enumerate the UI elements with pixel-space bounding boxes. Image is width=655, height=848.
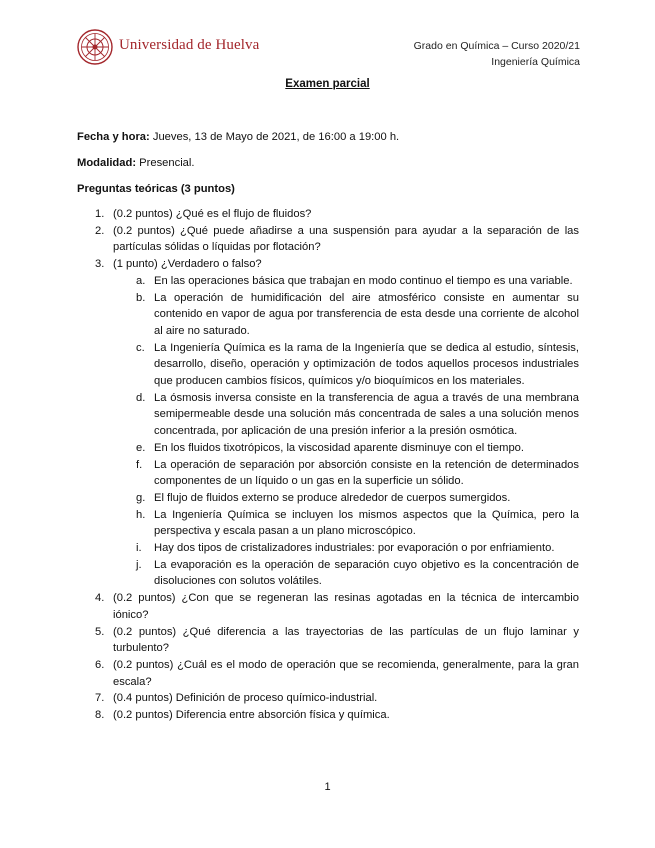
degree-line: Grado en Química – Curso 2020/21 — [413, 40, 580, 52]
subitem: a. En las operaciones básica que trabajan en modo continuo el tiempo es una variable. — [136, 274, 573, 287]
subitem: c. La Ingeniería Química es la rama de la Ingeniería que se dedica al estudio, síntesis, desarrollo, diseño, operación y optimización de todos aquellos procesos industriales que producen cambios físicos, químicos y/o bioquímicos en los materiales. — [136, 341, 579, 388]
subitem: i. Hay dos tipos de cristalizadores industriales: por evaporación o por enfriamiento. — [136, 542, 555, 555]
subitem: j. La evaporación es la operación de separación cuyo objetivo es la concentración de disoluciones con solutos volátiles. — [136, 558, 579, 588]
question-item: 1. (0.2 puntos) ¿Qué es el flujo de fluidos? — [95, 208, 312, 220]
mode-label: Modalidad: — [77, 157, 137, 169]
question-list — [77, 206, 579, 724]
subject-line: Ingeniería Química — [491, 56, 580, 68]
question-item: 8. (0.2 puntos) Diferencia entre absorción física y química. — [95, 709, 390, 722]
document-title: Examen parcial — [285, 78, 370, 90]
date-line — [77, 129, 579, 146]
subitem: f. La operación de separación por absorción consiste en la retención de determinados componentes de un líquido o un gas en la superficie un sólido. — [136, 458, 579, 488]
subitem: d. La ósmosis inversa consiste en la transferencia de agua a través de una membrana semipermeable desde una solución más concentrada de sales a una solución menos concentrada, por aplicación de una presión inferior a la presión osmótica. — [136, 391, 579, 438]
question-item: 4. (0.2 puntos) ¿Con que se regeneran las resinas agotadas en la técnica de intercambio iónico? — [95, 592, 579, 621]
exam-body — [77, 129, 579, 724]
question-item: 7. (0.4 puntos) Definición de proceso químico-industrial. — [95, 692, 378, 705]
mode-value: Presencial. — [136, 157, 195, 169]
date-value: Jueves, 13 de Mayo de 2021, de 16:00 a 19:00 h. — [149, 131, 400, 143]
university-name: Universidad de Huelva — [119, 37, 260, 53]
question-item: 5. (0.2 puntos) ¿Qué diferencia a las trayectorias de las partículas de un flujo laminar y turbulento? — [95, 625, 579, 655]
subitem-list — [77, 273, 579, 590]
subitem: b. La operación de humidificación del aire atmosférico consiste en aumentar su contenido en vapor de agua por transferencia de esta desde una corriente de alcohol al aire no saturado. — [136, 291, 579, 337]
page-number: 1 — [324, 781, 331, 793]
header-course-info — [414, 38, 580, 70]
subitem: e. En los fluidos tixotrópicos, la viscosidad aparente disminuye con el tiempo. — [136, 441, 525, 454]
mode-line — [77, 155, 579, 172]
question-item: 2. (0.2 puntos) ¿Qué puede añadirse a una suspensión para ayudar a la separación de las partículas sólidas o líquidas por flotación? — [95, 224, 579, 254]
question-item: 3. (1 punto) ¿Verdadero o falso? — [95, 258, 262, 271]
section-heading: Preguntas teóricas (3 puntos) — [77, 183, 235, 195]
subitem: h. La Ingeniería Química se incluyen los mismos aspectos que la Química, pero la perspectiva y escala pasan a un plano microscópico. — [136, 508, 579, 538]
true-false-subitems — [77, 273, 579, 590]
university-seal-logo — [77, 29, 113, 65]
subitem: g. El flujo de fluidos externo se produce alrededor de cuerpos sumergidos. — [136, 491, 511, 504]
question-item: 6. (0.2 puntos) ¿Cuál es el modo de operación que se recomienda, generalmente, para la gran escala? — [95, 658, 579, 688]
date-label: Fecha y hora: — [77, 131, 150, 143]
